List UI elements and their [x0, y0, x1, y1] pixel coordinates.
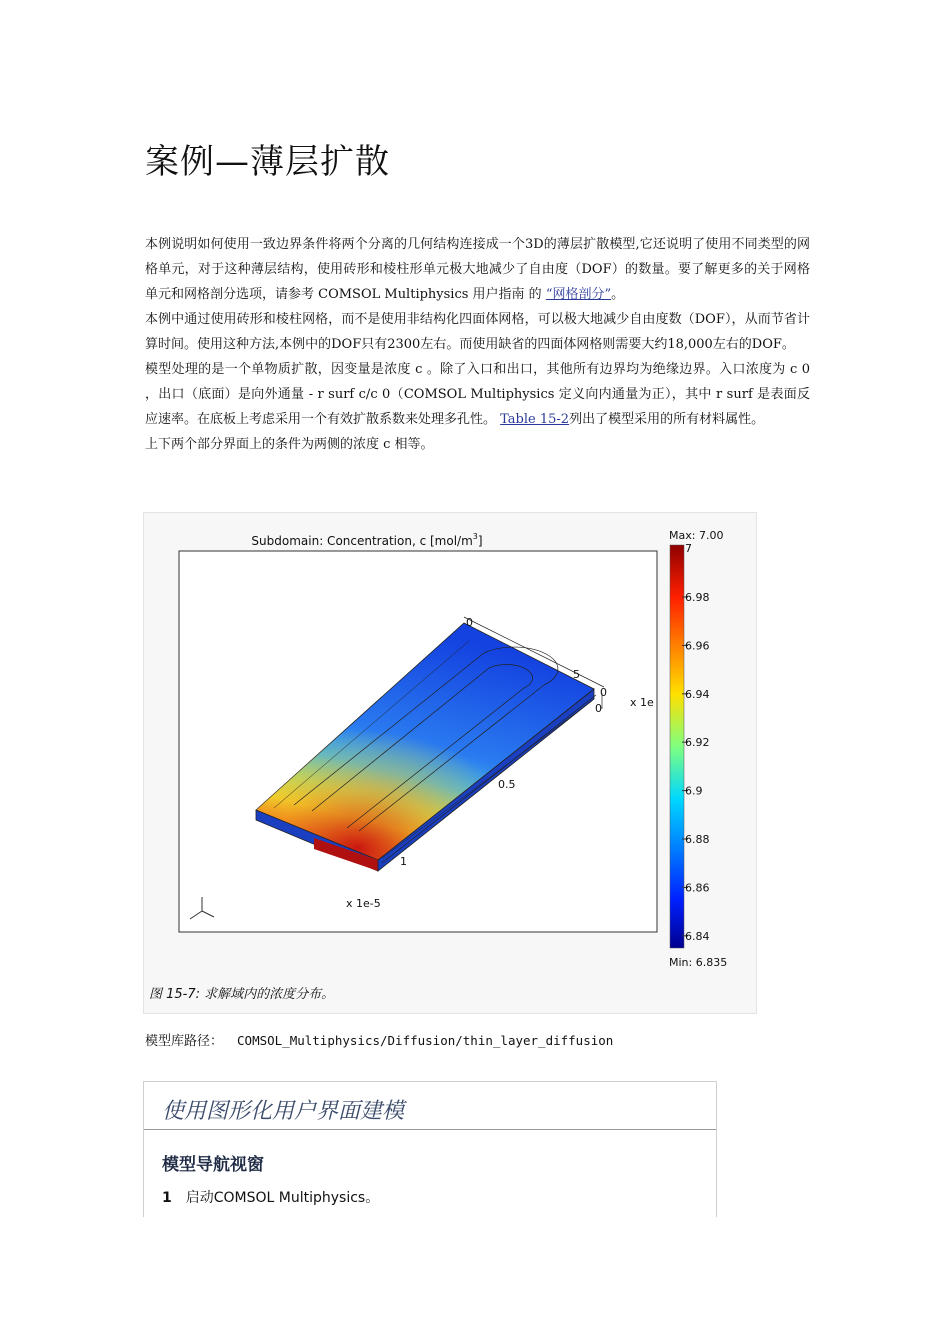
- gui-step-text: 启动COMSOL Multiphysics。: [185, 1190, 380, 1206]
- colorbar-tick-label: 6.94: [685, 687, 710, 701]
- paragraph-mesh-text: 本例中通过使用砖形和棱柱网格，而不是使用非结构化四面体网格，可以极大地减少自由度数（DOF），从而节省计算时间。使用这种方法,本例中的DOF只有2300左右。而使用缺省的四面体网格则需要大约18,000左右的DOF。: [145, 312, 810, 352]
- paragraph-model-end: 列出了模型采用的所有材料属性。: [569, 412, 765, 427]
- axis-tick-label: 1: [400, 855, 407, 868]
- paragraph-intro-text: 本例说明如何使用一致边界条件将两个分离的几何结构连接成一个3D的薄层扩散模型,它还说明了使用不同类型的网格单元，对于这种薄层结构，使用砖形和棱柱形单元极大地减少了自由度（DOF）的数量。要了解更多的关于网格单元和网格剖分选项，请参考 COMSOL Multiphysics 用户指南 的: [145, 237, 810, 302]
- colorbar-tick-label: 6.96: [685, 639, 710, 653]
- axis-tick-label: 0: [466, 616, 473, 629]
- axis-tick-label: 5: [573, 668, 580, 681]
- body-text: [145, 232, 810, 457]
- axis-tick-label: 0.5: [498, 778, 516, 791]
- model-library-path: [145, 1030, 613, 1049]
- paragraph-model-text: 模型处理的是一个单物质扩散，因变量是浓度 c 。除了入口和出口，其他所有边界均为绝缘边界。入口浓度为 c 0 ，出口（底面）是向外通量 - r surf c/c 0（COMSOL Multiphysics 定义向内通量为正），其中 r surf 是表面反应速率。在底板上考虑采用一个有效扩散系数来处理多孔性。: [145, 362, 810, 427]
- gui-step: [162, 1187, 379, 1207]
- paragraph-intro-end: 。: [611, 287, 625, 302]
- axis-scale-label-bottom: x 1e-5: [346, 897, 381, 910]
- paragraph-model: [145, 357, 810, 432]
- concentration-figure: [143, 512, 757, 1014]
- axis-scale-label-right: x 1e: [630, 696, 654, 709]
- colorbar-tick-label: 6.92: [685, 736, 710, 750]
- concentration-plot: [144, 513, 756, 1013]
- figure-caption: 图 15-7: 求解域内的浓度分布。: [149, 987, 335, 1002]
- gui-step-number: 1: [162, 1190, 172, 1206]
- axis-tick-label: 0: [595, 702, 602, 715]
- colorbar-tick-label: 6.88: [685, 833, 710, 846]
- colorbar-tick-label: 6.9: [685, 784, 703, 798]
- paragraph-interface: [145, 432, 810, 457]
- paragraph-interface-text: 上下两个部分界面上的条件为两侧的浓度 c 相等。: [145, 437, 434, 452]
- gui-section: [143, 1081, 717, 1217]
- paragraph-mesh: [145, 307, 810, 357]
- model-path-label: 模型库路径：: [145, 1034, 224, 1049]
- meshing-link[interactable]: “网格剖分”: [545, 287, 612, 302]
- colorbar-top-label: 7: [685, 542, 692, 555]
- gui-heading: 使用图形化用户界面建模: [162, 1099, 405, 1124]
- colorbar-min-label: Min: 6.835: [669, 956, 728, 969]
- colorbar-tick-label: 6.86: [685, 881, 710, 895]
- gui-subheading: 模型导航视窗: [162, 1155, 264, 1175]
- colorbar-tick-label: 6.98: [685, 591, 710, 604]
- axis-tick-label: 0: [600, 686, 607, 699]
- model-path-value: COMSOL_Multiphysics/Diffusion/thin_layer_diffusion: [237, 1033, 614, 1048]
- table-15-2-link[interactable]: Table 15-2: [500, 412, 570, 427]
- colorbar-scale: [670, 545, 684, 948]
- plot-title: Subdomain: Concentration, c $[mol/m^3]$: [251, 532, 483, 548]
- gui-divider: [144, 1129, 716, 1130]
- colorbar-tick-label: 6.84: [685, 929, 710, 943]
- colorbar-max-label: Max: 7.00: [669, 529, 724, 542]
- paragraph-intro: [145, 232, 810, 307]
- page-title: 案例—薄层扩散: [145, 142, 390, 182]
